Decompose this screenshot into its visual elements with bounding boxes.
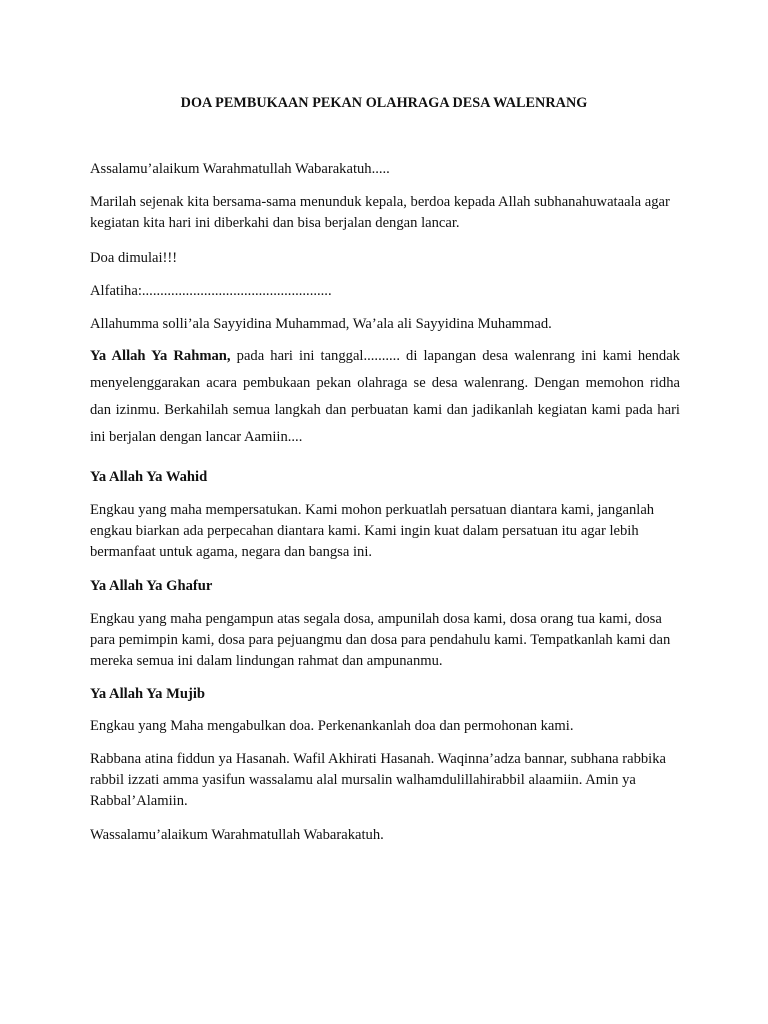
alfatiha-paragraph: Alfatiha:.................................................... [90,283,332,299]
mujib-heading: Ya Allah Ya Mujib [90,686,206,702]
rahman-text: pada hari ini tanggal.......... di lapangan desa walenrang ini kami hendak menyelenggarakan acara pembukaan pekan olahraga se desa walenrang. Dengan memohon ridha dan izinmu. Berkahilah semua langkah dan perbuatan kami dan jadikanlah kegiatan kami pada hari ini berjalan dengan lancar Aamiin.... [90,348,680,445]
start-paragraph: Doa dimulai!!! [90,250,178,266]
ghafur-paragraph: Engkau yang maha pengampun atas segala dosa, ampunilah dosa kami, dosa orang tua kami, dosa para pemimpin kami, dosa para pejuangmu dan dosa para pendahulu kami. Tempatkanlah kami dan mereka semua ini dalam lindungan rahmat dan ampunanmu. [90,611,671,669]
wahid-paragraph: Engkau yang maha mempersatukan. Kami mohon perkuatlah persatuan diantara kami, janganlah engkau biarkan ada perpecahan diantara kami. Kami ingin kuat dalam persatuan itu agar lebih bermanfaat untuk agama, negara dan bangsa ini. [90,502,655,560]
greeting-paragraph: Assalamu’alaikum Warahmatullah Wabarakatuh..... [90,161,390,177]
ghafur-heading: Ya Allah Ya Ghafur [90,578,213,594]
document-title: DOA PEMBUKAAN PEKAN OLAHRAGA DESA WALENRANG [180,95,588,111]
rahman-paragraph [90,343,680,451]
mujib-paragraph: Engkau yang Maha mengabulkan doa. Perkenankanlah doa dan permohonan kami. [90,718,574,734]
shalawat-paragraph: Allahumma solli’ala Sayyidina Muhammad, Wa’ala ali Sayyidina Muhammad. [90,316,552,332]
closing-prayer-paragraph: Rabbana atina fiddun ya Hasanah. Wafil Akhirati Hasanah. Waqinna’adza bannar, subhana rabbika rabbil izzati amma yasifun wassalamu alal mursalin walhamdulillahirabbil alaamiin. Amin ya Rabbal’Alamiin. [90,751,667,809]
invitation-paragraph: Marilah sejenak kita bersama-sama menunduk kepala, berdoa kepada Allah subhanahuwataala agar kegiatan kita hari ini diberkahi dan bisa berjalan dengan lancar. [90,194,670,231]
wahid-heading: Ya Allah Ya Wahid [90,469,208,485]
farewell-paragraph: Wassalamu’alaikum Warahmatullah Wabarakatuh. [90,827,384,843]
rahman-label: Ya Allah Ya Rahman, [90,348,231,364]
